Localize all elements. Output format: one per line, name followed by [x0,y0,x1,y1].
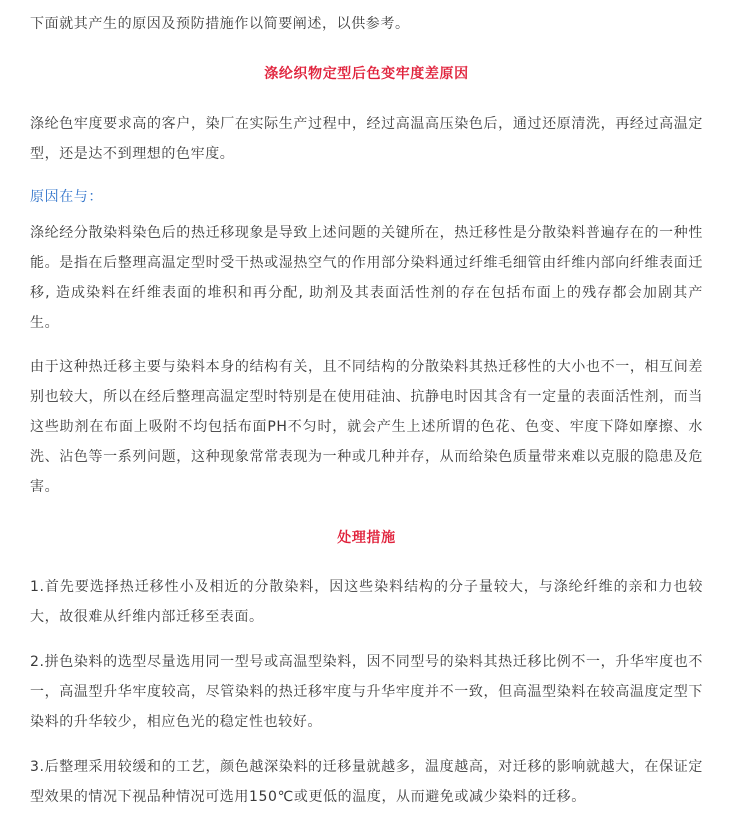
section-heading-causes: 涤纶织物定型后色变牢度差原因 [264,66,469,82]
paragraph-customer-issue: 涤纶色牢度要求高的客户，染厂在实际生产过程中，经过高温高压染色后，通过还原清洗，再经过高温定型，还是达不到理想的色牢度。 [30,116,703,162]
measure-item-1: 1.首先要选择热迁移性小及相近的分散染料，因这些染料结构的分子量较大，与涤纶纤维的亲和力也较大，故很难从纤维内部迁移至表面。 [30,579,703,625]
paragraph-thermal-migration: 涤纶经分散染料染色后的热迁移现象是导致上述问题的关键所在，热迁移性是分散染料普遍存在的一种性能。是指在后整理高温定型时受干热或湿热空气的作用部分染料通过纤维毛细管由纤维内部向纤维表面迁移, 造成染料在纤维表面的堆积和再分配, 助剂及其表面活性剂的存在包括布面上的残存都会加剧其产生。 [30,225,703,331]
intro-paragraph: 下面就其产生的原因及预防措施作以简要阐述，以供参考。 [30,16,410,32]
subheading-reason: 原因在与： [30,189,103,205]
section-heading-measures: 处理措施 [337,530,396,546]
paragraph-structure-effect: 由于这种热迁移主要与染料本身的结构有关，且不同结构的分散染料其热迁移性的大小也不一，相互间差别也较大，所以在经后整理高温定型时特别是在使用硅油、抗静电时因其含有一定量的表面活性剂，而当这些助剂在布面上吸附不均包括布面PH不匀时，就会产生上述所谓的色花、色变、牢度下降如摩擦、水洗、沾色等一系列问题，这种现象常常表现为一种或几种并存，从而给染色质量带来难以克服的隐患及危害。 [30,359,703,495]
measure-item-2: 2.拼色染料的选型尽量选用同一型号或高温型染料，因不同型号的染料其热迁移比例不一，升华牢度也不一，高温型升华牢度较高，尽管染料的热迁移牢度与升华牢度并不一致，但高温型染料在较高温度定型下染料的升华较少，相应色光的稳定性也较好。 [30,654,703,730]
measure-item-3: 3.后整理采用较缓和的工艺，颜色越深染料的迁移量就越多，温度越高，对迁移的影响就越大，在保证定型效果的情况下视品种情况可选用150℃或更低的温度，从而避免或减少染料的迁移。 [30,759,703,805]
